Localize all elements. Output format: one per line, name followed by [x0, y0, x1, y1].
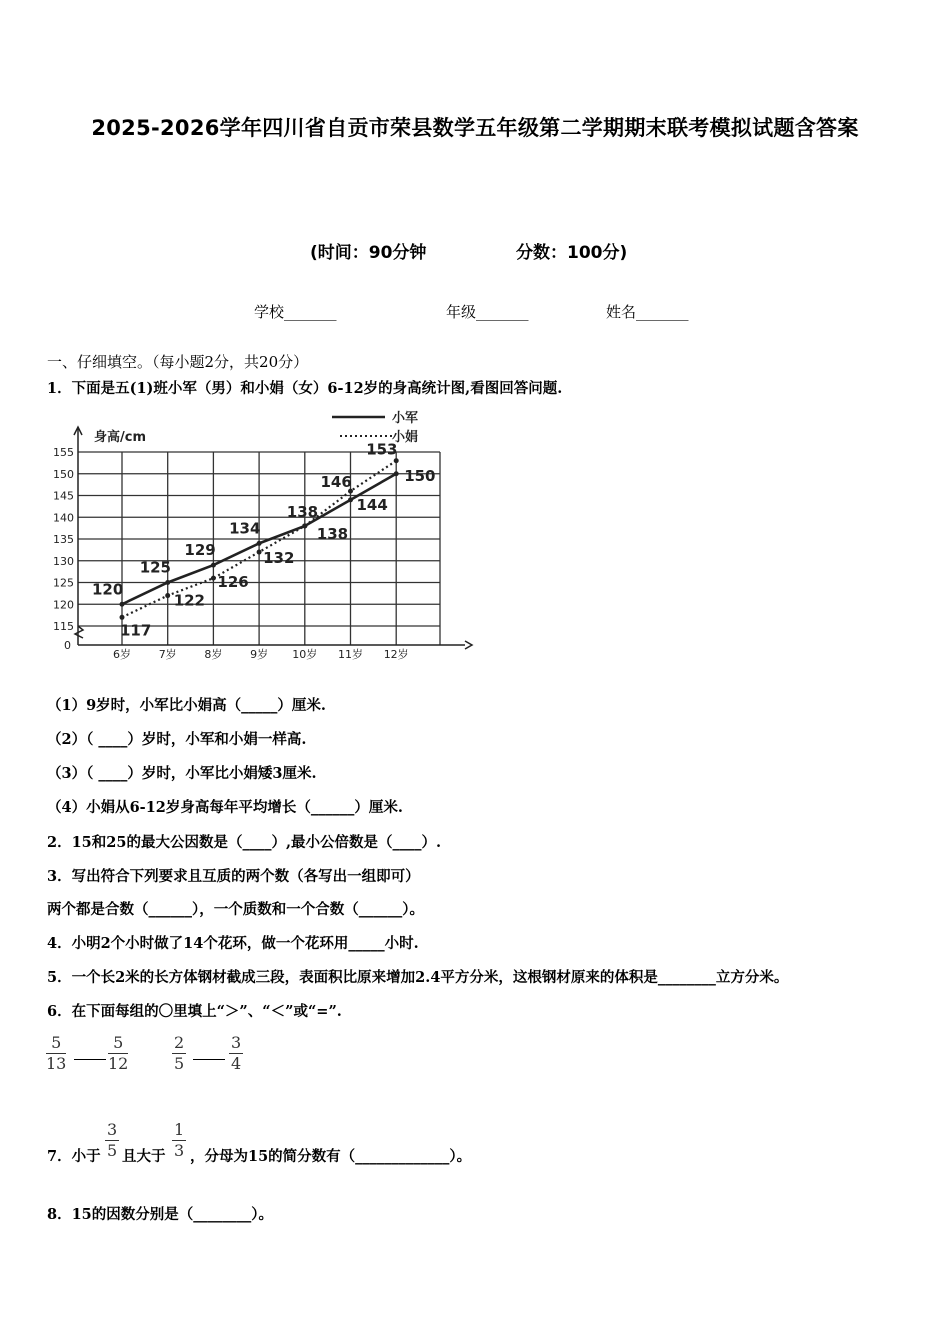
section-heading: 一、仔细填空。（每小题2分，共20分）: [47, 353, 309, 371]
question-7-suffix: ，分母为15的简分数有（_____________）。: [190, 1148, 472, 1165]
data-point: [394, 471, 399, 476]
question-4: 4．小明2个小时做了14个花环，做一个花环用_____小时.: [47, 935, 419, 952]
data-point: [257, 541, 262, 546]
question-1-part-3: （3）（ ____）岁时，小军比小娟矮3厘米.: [47, 765, 317, 782]
data-point: [165, 580, 170, 585]
data-point: [165, 593, 170, 598]
origin-label: 0: [64, 639, 71, 652]
question-1-part-2: （2）（ ____）岁时，小军和小娟一样高.: [47, 731, 307, 748]
data-label: 120: [92, 580, 124, 599]
answer-blank[interactable]: [193, 1059, 225, 1060]
height-line-chart: [40, 405, 480, 665]
data-label: 132: [263, 549, 295, 568]
data-label: 146: [320, 473, 352, 492]
data-point: [302, 523, 307, 528]
fraction: $\frac{3}{5}$: [107, 1120, 118, 1160]
data-label: 117: [120, 621, 152, 640]
y-axis-label: 身高/cm: [94, 430, 147, 445]
question-3-answer-line: 两个都是合数（______），一个质数和一个合数（______）。: [47, 901, 424, 918]
question-2: 2．15和25的最大公因数是（____）,最小公倍数是（____）.: [47, 834, 442, 851]
data-label: 138: [316, 524, 349, 543]
score-label: 分数：100分): [516, 243, 628, 263]
question-1-part-1: （1）9岁时，小军比小娟高（_____）厘米.: [47, 697, 326, 714]
data-label: 144: [356, 495, 388, 514]
x-tick-label: 11岁: [338, 648, 363, 661]
data-label: 122: [173, 591, 206, 610]
data-point: [120, 615, 125, 620]
data-point: [211, 576, 216, 581]
data-label: 126: [217, 573, 249, 592]
x-tick-label: 8岁: [204, 648, 223, 661]
legend-label: 小军: [392, 411, 419, 426]
data-point: [394, 458, 399, 463]
grade-field: 年级_______: [446, 303, 529, 321]
x-axis-arrow: [465, 641, 472, 649]
answer-blank[interactable]: [74, 1059, 106, 1060]
data-point: [348, 497, 353, 502]
question-6: 6．在下面每组的〇里填上“＞”、“＜”或“=”.: [47, 1003, 342, 1020]
question-7-mid: 且大于: [122, 1148, 166, 1165]
legend-label: 小娟: [392, 430, 419, 445]
question-5: 5．一个长2米的长方体钢材截成三段，表面积比原来增加2.4平方分米，这根钢材原来的体积是________立方分米。: [47, 969, 789, 986]
y-tick-label: 125: [53, 576, 74, 590]
data-label: 134: [229, 519, 261, 538]
axis-break: [75, 626, 83, 638]
school-field: 学校_______: [254, 303, 337, 321]
x-tick-label: 6岁: [113, 648, 131, 661]
question-1-part-4: （4）小娟从6-12岁身高每年平均增长（______）厘米.: [47, 799, 403, 816]
y-tick-label: 150: [53, 467, 74, 481]
y-tick-label: 115: [53, 620, 74, 633]
y-tick-label: 145: [53, 489, 74, 503]
y-tick-label: 130: [53, 554, 74, 568]
x-tick-label: 7岁: [158, 648, 177, 661]
data-label: 150: [404, 466, 436, 485]
fraction: $\frac{2}{5}$: [174, 1033, 185, 1073]
y-tick-label: 140: [53, 511, 74, 525]
data-label: 129: [184, 541, 216, 560]
fraction: $\frac{5}{12}$: [108, 1033, 129, 1073]
fraction: $\frac{3}{4}$: [231, 1033, 242, 1073]
data-point: [257, 550, 262, 555]
data-label: 153: [366, 440, 398, 459]
y-tick-label: 135: [53, 533, 74, 546]
data-label: 138: [286, 502, 319, 521]
x-tick-label: 12岁: [383, 648, 409, 661]
data-point: [211, 563, 216, 568]
fraction: $\frac{1}{3}$: [174, 1120, 185, 1160]
fraction: $\frac{5}{13}$: [46, 1033, 67, 1073]
y-tick-label: 120: [53, 598, 74, 612]
x-tick-label: 9岁: [250, 648, 269, 661]
question-3: 3．写出符合下列要求且互质的两个数（各写出一组即可）: [47, 868, 420, 885]
question-8: 8．15的因数分别是（________）。: [47, 1206, 274, 1223]
question-7-prefix: 7．小于: [47, 1148, 101, 1165]
page-title: 2025-2026学年四川省自贡市荣县数学五年级第二学期期末联考模拟试题含答案: [91, 116, 859, 140]
x-tick-label: 10岁: [292, 648, 318, 661]
data-label: 125: [139, 558, 172, 577]
data-point: [120, 602, 125, 607]
name-field: 姓名_______: [606, 303, 689, 321]
question-1: 1．下面是五(1)班小军（男）和小娟（女）6-12岁的身高统计图,看图回答问题.: [47, 380, 563, 397]
y-tick-label: 155: [53, 446, 74, 459]
time-label: (时间：90分钟: [310, 243, 427, 263]
